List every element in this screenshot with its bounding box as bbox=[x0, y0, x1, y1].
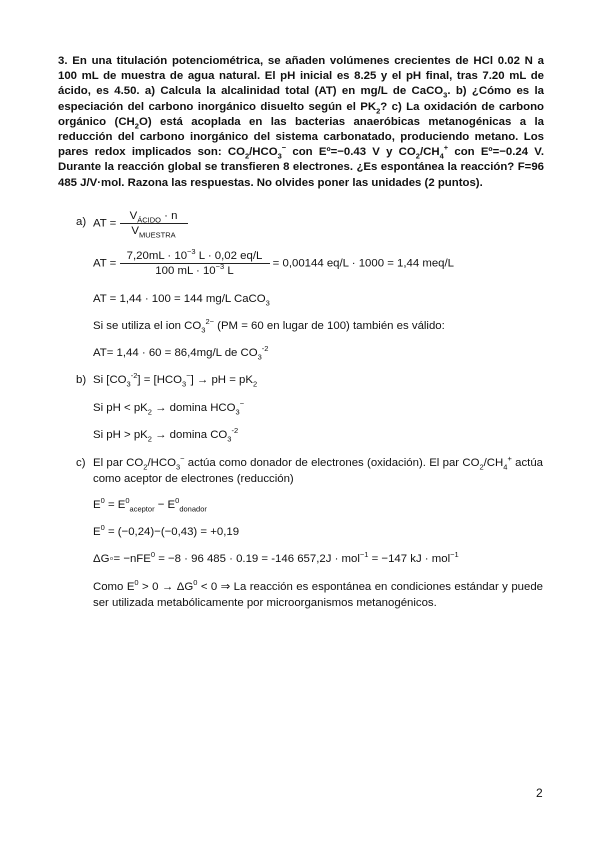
at-calculation: AT = $\frac{7,20mL \cdot 10^{-3} L \cdot 0,02 eq/L}{100 mL \cdot 10^{-3} L}$ = 0,00144 eq/L · 1000 = 1,44 meq/L bbox=[93, 247, 455, 277]
question-statement: 3. En una titulación potenciométrica, se añaden volúmenes crecientes de HCl 0.02 N a 100 mL de muestra de agua natural. El pH inicial es 8.25 y el pH final, tras 7.20 mL de ácido, es 4.50. a) Calcula la alcalinidad total (AT) en mg/L de CaCO$_3$. b) ¿Cómo es la especiación del carbono inorgánico disuelto según el $PK_2$? c) La oxidación de carbono orgánico $(CH_2O)$ está acoplada en las bacterias anaeróbicas metanogénicas a la reducción del carbono inorgánico del sistema carbonatado, produciendo metano. Los pares redox implicados son: $CO_2/HCO_3^-$ con Eº=−0.43 V y $CO_2/CH_4^+$ con Eº=−0.24 V. Durante la reacción global se transfieren 8 electrones. ¿Es espontánea la reacción? F=96 485 J/V·mol. Razona las respuestas. No olvides poner las unidades (2 puntos). bbox=[58, 55, 545, 189]
ph-above-pk2: Si pH > $pK_2 \to domina$ $CO_3^{-2}$ bbox=[93, 426, 239, 444]
pk2-equality: Si $[CO_3^{-2}] = [HCO_3^-]$ → pH = $pK_2$ bbox=[93, 371, 258, 389]
delta-g-calculation: ΔG◦= −nFE$^0$ = −8 · 96 485 · 0.19 = -146 657,2J · mol$^{-1}$ = −147 kJ · mol$^{-1}$ bbox=[93, 550, 459, 565]
page-number: 2 bbox=[536, 786, 543, 800]
e0-calculation: $E^0 = (-0,24)-(-0,43) = +0,19$ bbox=[93, 523, 240, 538]
e0-formula: $E^0 = E^0_{aceptor} - E^0_{donador}$ bbox=[93, 496, 207, 514]
at-co3-result: AT= 1,44 · 60 = 86,4mg/L de $CO_3^{-2}$ bbox=[93, 344, 269, 362]
spontaneity-conclusion: Como $E^0 > 0 \to \Delta G^0 < 0$ ⇒ La reacción es espontánea en condiciones estándar y puede ser utilizada metabólicamente por microorganismos metanogénicos. bbox=[93, 578, 543, 609]
at-formula: AT = $\frac{V_{ÁCIDO} \cdot n}{V_{MUESTRA}}$ bbox=[93, 210, 188, 237]
part-a-label: a) bbox=[76, 216, 87, 228]
ph-below-pk2: Si pH < $pK_2 \to domina$ $HCO_3^-$ bbox=[93, 399, 245, 417]
part-c-label: c) bbox=[76, 457, 86, 469]
co3-alternative-note: Si se utiliza el ion $CO_3^{2-}$ (PM = 60 en lugar de 100) también es válido: bbox=[93, 317, 445, 335]
at-caco3-result: AT = 1,44 · 100 = 144 mg/L CaCO$_3$ bbox=[93, 293, 270, 308]
part-b-label: b) bbox=[76, 374, 87, 386]
redox-pairs-description: El par $CO_2/HCO_3^-$ actúa como donador de electrones (oxidación). El par $CO_2/CH_4^+$ actúa como aceptor de electrones (reducción) bbox=[93, 454, 543, 485]
